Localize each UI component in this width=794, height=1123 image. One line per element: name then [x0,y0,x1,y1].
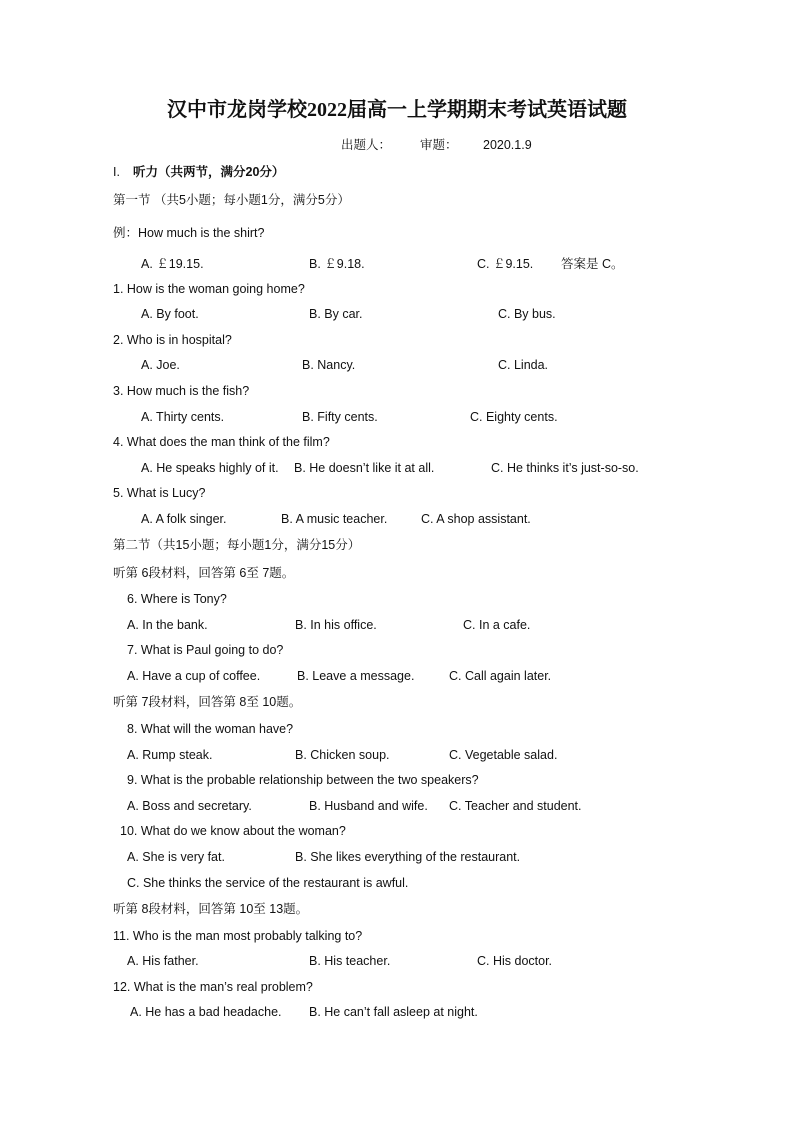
reviewer-label: 审题： [420,138,458,152]
example-option-a: A. ￡19.15. [141,257,204,271]
q6-option-b: B. In his office. [295,618,377,632]
question-12: 12. What is the man’s real problem? [113,980,313,994]
q12-option-b: B. He can’t fall asleep at night. [309,1005,478,1019]
q7-option-c: C. Call again later. [449,669,552,683]
q11-option-c: C. His doctor. [477,954,553,968]
example-question: 例：How much is the shirt? [113,226,265,240]
q4-option-b: B. He doesn’t like it at all. [294,461,435,475]
question-4: 4. What does the man think of the film? [113,435,330,449]
question-9: 9. What is the probable relationship between the two speakers? [127,773,479,787]
q2-option-a: A. Joe. [141,358,180,372]
question-10: 10. What do we know about the woman? [120,824,346,838]
q2-option-b: B. Nancy. [302,358,356,372]
question-1: 1. How is the woman going home? [113,282,305,296]
q9-option-a: A. Boss and secretary. [127,799,252,813]
q8-option-a: A. Rump steak. [127,748,213,762]
q5-option-b: B. A music teacher. [281,512,388,526]
q10-option-a: A. She is very fat. [127,850,225,864]
exam-date: 2020.1.9 [483,138,532,152]
q9-option-b: B. Husband and wife. [309,799,428,813]
question-2: 2. Who is in hospital? [113,333,232,347]
q10-option-c: C. She thinks the service of the restaurant is awful. [127,876,409,890]
q6-option-a: A. In the bank. [127,618,208,632]
q11-option-b: B. His teacher. [309,954,391,968]
q3-option-b: B. Fifty cents. [302,410,378,424]
section-number: I. [113,165,120,179]
example-option-b: B. ￡9.18. [309,257,365,271]
q8-option-c: C. Vegetable salad. [449,748,558,762]
instruction-2: 听第 7段材料，回答第 8至 10题。 [113,695,302,709]
q1-option-b: B. By car. [309,307,363,321]
q5-option-c: C. A shop assistant. [421,512,531,526]
instruction-3: 听第 8段材料，回答第 10至 13题。 [113,902,309,916]
q6-option-c: C. In a cafe. [463,618,531,632]
q10-option-b: B. She likes everything of the restaurant. [295,850,521,864]
q1-option-a: A. By foot. [141,307,199,321]
instruction-1: 听第 6段材料，回答第 6至 7题。 [113,566,295,580]
q3-option-c: C. Eighty cents. [470,410,558,424]
q1-option-c: C. By bus. [498,307,556,321]
part1-heading: 第一节 （共5小题；每小题1分，满分5分） [113,193,350,207]
question-11: 11. Who is the man most probably talking to? [113,929,363,943]
q12-option-a: A. He has a bad headache. [130,1005,282,1019]
q2-option-c: C. Linda. [498,358,549,372]
question-6: 6. Where is Tony? [127,592,227,606]
setter-label: 出题人： [341,138,392,152]
q3-option-a: A. Thirty cents. [141,410,225,424]
q4-option-c: C. He thinks it’s just-so-so. [491,461,639,475]
question-8: 8. What will the woman have? [127,722,294,736]
example-option-c: C. ￡9.15. [477,257,534,271]
part2-heading: 第二节（共15小题；每小题1分，满分15分） [113,538,361,552]
q5-option-a: A. A folk singer. [141,512,227,526]
q11-option-a: A. His father. [127,954,199,968]
page-title: 汉中市龙岗学校2022届高一上学期期末考试英语试题 [167,99,627,121]
q9-option-c: C. Teacher and student. [449,799,582,813]
question-5: 5. What is Lucy? [113,486,206,500]
question-3: 3. How much is the fish? [113,384,250,398]
q7-option-b: B. Leave a message. [297,669,415,683]
example-answer: 答案是 C。 [561,257,624,271]
question-7: 7. What is Paul going to do? [127,643,284,657]
q7-option-a: A. Have a cup of coffee. [127,669,261,683]
section-heading: 听力（共两节，满分20分） [133,165,285,179]
q8-option-b: B. Chicken soup. [295,748,390,762]
q4-option-a: A. He speaks highly of it. [141,461,279,475]
